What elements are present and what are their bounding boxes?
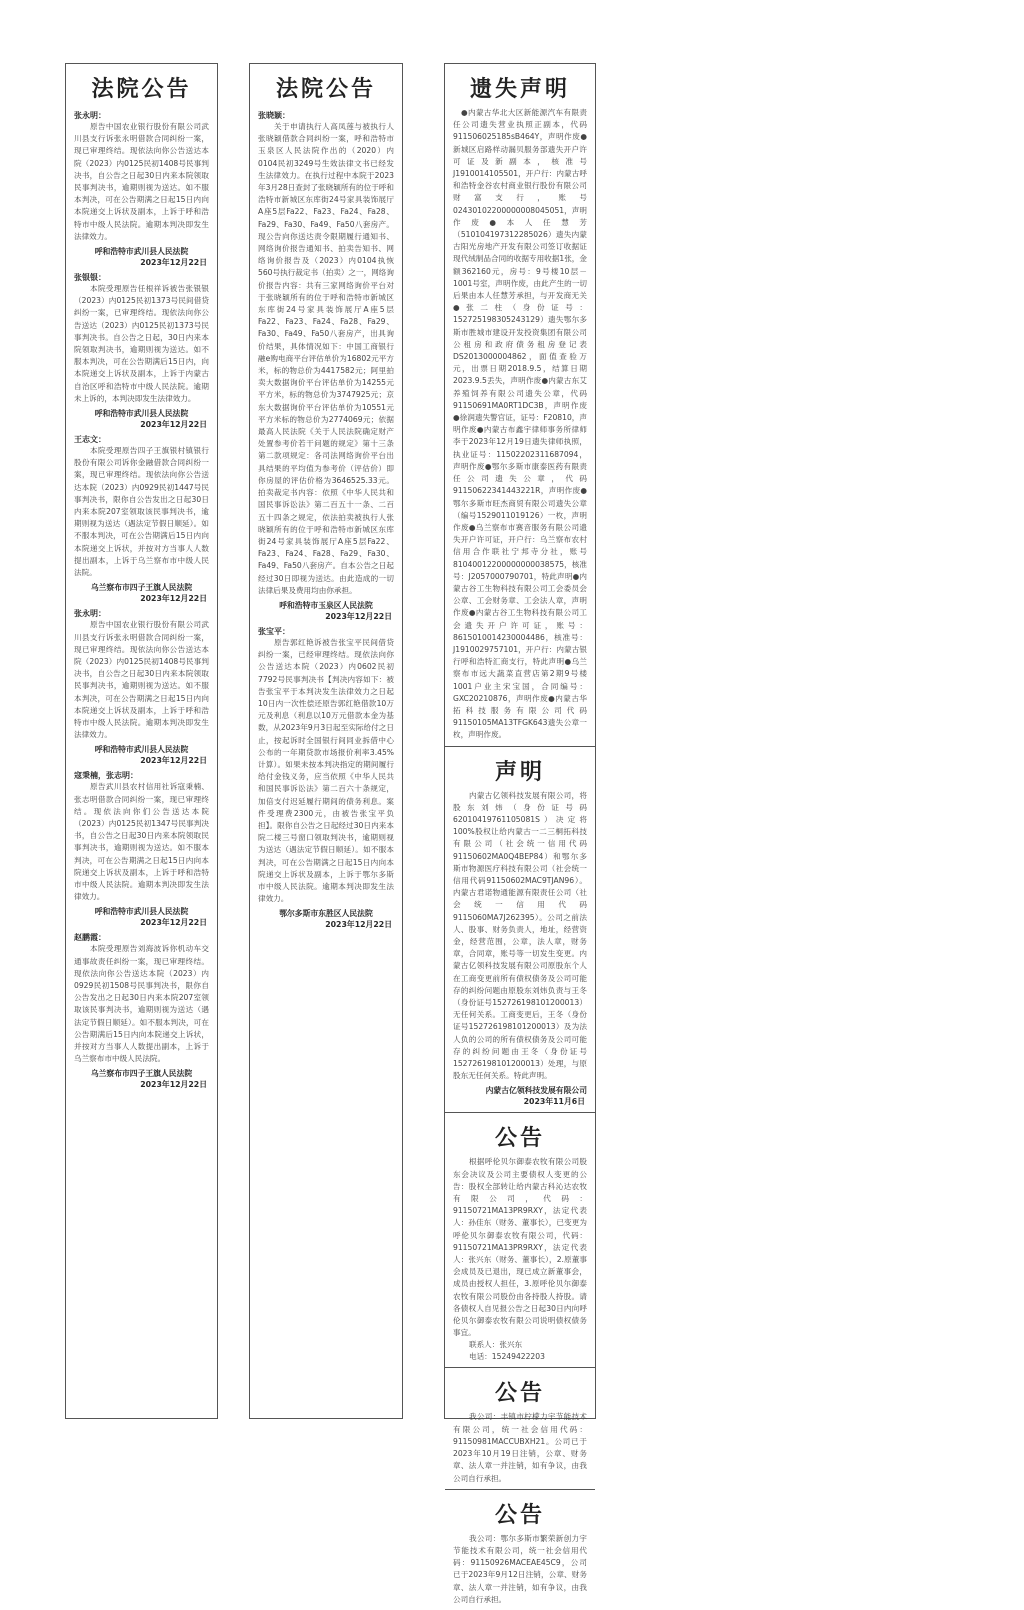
notice-body: 本院受理原告刘海波诉你机动车交通事故责任纠纷一案，现已审理终结。现依法向你公告送达本院（2023）内0929民初1508号民事判决书，限你自公告发出之日起30日内来本院207室领取该民事判决书，逾期则视为送达（遇法定节假日顺延）。如不服本判决，可在公告期满后15日内向本院递交上诉状，并按对方当事人人数提出副本，上诉于乌兰察布市中级人民法院。	[74, 944, 209, 1064]
notice-title: 公告	[494, 1501, 545, 1528]
statement-body: 内蒙古亿领科技发展有限公司，将股东刘炜（身份证号码62010419761105081S）决定将100%股权让给内蒙古一二三桐拓科技有限公司（社会统一信用代码91150602MA0Q4BEP84）和鄂尔多斯市物源医疗科技有限公司（社会统一信用代码91150602MAC9TJAN96）。内蒙古君诺物通能源有限责任公司（社会统一信用代码9115060MA7J262395）。公司之前法人、股事、财务负责人，地址，经营资金，经营范围，公章，法人章，财务章，合同章，账号等一切发生变更。内蒙古亿领科技发展有限公司原股东个人在工商变更前所有债权债务及公司可能存的纠纷问题由原股东刘炜负责与王冬（身份证号152726198101200013）无任何关系。工商变更后，王冬（身份证号152726198101200013）及为法人负的公司的所有债权债务及公司可能存的纠纷问题由王冬（身份证号152726198101200013）处理，与原股东无任何关系。特此声明。	[453, 790, 587, 1081]
court-notice-item	[74, 272, 209, 431]
col1-section	[66, 64, 217, 1095]
notice-body: 本院受理原告任根祥诉被告张银银（2023）内0125民初1373号民间借贷纠纷一案，已审理终结。现依法向你公告送达（2023）内0125民初1373号民事判决书。自公告之日起，30日内来本院领取判决书，逾期则视为送达。如不服本判决，可在公告期满后15日内，向本院递交上诉状及副本，上诉于内蒙古自治区呼和浩特市中级人民法院。逾期未上诉的，本判决即发生法律效力。	[74, 284, 209, 403]
statement-section	[445, 747, 595, 1114]
notice-title: 公告	[494, 1125, 545, 1152]
court-signature: 呼和浩特市武川县人民法院	[94, 745, 189, 755]
column-title: 法院公告	[91, 76, 192, 102]
notice-section-3	[445, 1490, 595, 1610]
court-notice-item	[74, 932, 209, 1091]
addressee-name: 张银银：	[74, 273, 106, 283]
court-notice-column-1	[65, 63, 218, 1419]
court-signature: 呼和浩特市武川县人民法院	[94, 409, 189, 419]
notice-section-1	[445, 1113, 595, 1368]
contact-phone: 电话：15249422203	[469, 1352, 545, 1362]
notice-body: 原告中国农业银行股份有限公司武川县支行诉张永明借款合同纠纷一案，现已审理终结。现依法向你公告送达本院（2023）内0125民初1408号民事判决书，自公告之日起30日内来本院领取民事判决书，逾期则视为送达。如不服本判决，可在公告期满之日起15日内向本院递交上诉状及副本，上诉于呼和浩特市中级人民法院。逾期本判决即发生法律效力。	[74, 620, 209, 740]
addressee-name: 张永明：	[74, 609, 106, 619]
notice-list	[74, 110, 209, 1091]
addressee-name: 张晓颖：	[258, 111, 290, 120]
notice-body: 我公司：鄂尔多斯市繁荣新创力宇节能技术有限公司，统一社会信用代码：91150926MACEAE45C9，公司已于2023年9月12日注销，公章、财务章、法人章一并注销，如有争议，由我公司自行承担。	[453, 1533, 587, 1604]
notice-body: 原告郭红艳诉被告张宝平民间借贷纠纷一案，已经审理终结。现依法向你公告送达本院（2023）内0602民初7792号民事判决书【判决内容如下：被告张宝平于本判决发生法律效力之日起10日内一次性偿还原告郭红艳借款10万元及利息（利息以10万元借款本金为基数，从2023年9月3日起至实际给付之日止，按起诉时全国银行间同业拆借中心公布的一年期贷款市场报价利率3.45%计算）。如果未按本判决指定的期间履行给付金钱义务，应当依照《中华人民共和国民事诉讼法》第二百六十条规定，加倍支付迟延履行期间的债务利息。案件受理费2300元，由被告张宝平负担】。限你自公告之日起经过30日内来本院二楼三号窗口领取判决书，逾期则视为送达（遇法定节假日顺延）。如不服本判决，可在公告期满之日起15日内向本院递交上诉状及副本，上诉于鄂尔多斯市中级人民法院。逾期本判决即发生法律效力。	[258, 637, 394, 904]
court-notice-item	[74, 770, 209, 929]
court-signature: 呼和浩特市武川县人民法院	[94, 907, 189, 917]
col2-section	[250, 64, 402, 935]
court-signature: 呼和浩特市武川县人民法院	[94, 247, 189, 257]
court-signature: 乌兰察布市四子王旗人民法院	[90, 1069, 193, 1079]
statement-title: 声明	[494, 758, 545, 785]
addressee-name: 王志文：	[74, 435, 106, 445]
column-title: 法院公告	[275, 76, 376, 102]
statement-signature: 内蒙古亿领科技发展有限公司	[485, 1086, 587, 1096]
notice-date: 2023年12月22日	[325, 920, 392, 930]
notice-date: 2023年12月22日	[140, 918, 207, 928]
lost-statement-section	[445, 64, 595, 747]
statement-date: 2023年11月6日	[523, 1097, 585, 1107]
court-notice-item	[74, 608, 209, 767]
lost-statement-title: 遗失声明	[469, 76, 570, 102]
court-notice-item	[258, 626, 394, 931]
court-signature: 乌兰察布市四子王旗人民法院	[90, 583, 193, 593]
notice-column-3	[444, 63, 596, 1604]
notice-body: 我公司：丰镇市柠檬力宇节能技术有限公司，统一社会信用代码：91150981MACCUBXH21。公司已于2023年10月19日注销，公章、财务章、法人章一并注销，如有争议，由我公司自行承担。	[453, 1412, 587, 1483]
notice-date: 2023年12月22日	[140, 420, 207, 430]
lost-statement-body: ●内蒙古华北大区新能源汽车有限责任公司遗失营业执照正副本，代码911506025185sB464Y，声明作废●新城区启路样动漏贝服务部遗失开户许可证及新副本，核准号J1910014105501，开户行：内蒙古呼和浩特金谷农村商业银行股份有限公司财富支行，账号02430102200000008045051，声明作废●本人任慧芳（510104197312285026）遗失内蒙古阳光房地产开发有限公司签订收据证现代绒制品合同的收据专用收据1张，金额362160元，房号：9号楼10层－1001号室，声明作废，由此产生的一切后果由本人任慧芳承担，与开发商无关●张二柱（身份证号：152725198305243129）遗失鄂尔多斯市胜城市建设开发投资集团有限公司公租房和政府债务租房登记表DS2013000004862，面值查验万元，出票日期2018.9.5，结算日期2023.9.5丢失，声明作废●内蒙古东艾养殖饲养有限公司遗失公章，代码91150691MA0RT1DC3B，声明作废●徐润遗失警官证，证号：F20810，声明作废●内蒙古布鑫宇律师事务所律师李于2023年12月19日遗失律师执照，执业证号：11502202311687094，声明作废●鄂尔多斯市康泰医药有限责任公司遗失公章，代码91150622341443221R，声明作废●鄂尔多斯市旺杰商贸有限公司遗失公章（编号1529011019126）一枚，声明作废●乌兰察布市赛音服务有限公司遗失开户许可证，开户行：乌兰察布农村信用合作联社宁邦寺分社，账号81040012200000000038575，核准号：J2057000790701，特此声明●内蒙古谷工生物科技有限公司工会委员会公章、工会财务章、工会法人章，声明作废●内蒙古谷工生物科技有限公司工会遗失开户许可证，账号：8615010014230004486，核准号：J1910029757101，开户行：内蒙古银行呼和浩特汇商支行，特此声明●乌兰察布市远大蔬菜直营店第2期9号楼1001户业主宋宝国，合同编号：GXC20210876，声明作废●内蒙古华拓科技服务有限公司代码91150105MA13TFGK643遗失公章一枚，声明作废。	[453, 108, 587, 740]
court-signature: 鄂尔多斯市东胜区人民法院	[279, 909, 373, 919]
court-notice-item	[74, 110, 209, 269]
addressee-name: 寇秉楠，张志明：	[74, 771, 138, 781]
addressee-name: 张宝平：	[258, 626, 290, 636]
notice-section-2	[445, 1368, 595, 1489]
notice-body: 原告中国农业银行股份有限公司武川县支行诉张永明借款合同纠纷一案，现已审理终结。现依法向你公告送达本院（2023）内0125民初1408号民事判决书，自公告之日起30日内来本院领取民事判决书，逾期则视为送达。如不服本判决，可在公告期满之日起15日内向本院递交上诉状及副本，上诉于呼和浩特市中级人民法院。逾期本判决即发生法律效力。	[74, 122, 209, 241]
notice-date: 2023年12月22日	[140, 756, 207, 766]
court-signature: 呼和浩特市玉泉区人民法院	[279, 600, 373, 610]
court-notice-item	[258, 110, 394, 623]
notice-body: 根据呼伦贝尔御泰农牧有限公司股东会决议及公司主要债权人变更的公告：股权全部转让给内蒙古科沁达农牧有限公司，代码：91150721MA13PR9RXY，法定代表人：孙佳东（财务、董事长），已变更为呼伦贝尔御泰农牧有限公司，代码：91150721MA13PR9RXY，法定代表人：张兴东（财务、董事长），2.原董事会成员及已退出，现已成立新董事会，成员由授权人担任，3.原呼伦贝尔御泰农牧有限公司股份由各持股人持股。请各债权人自见报公告之日起30日内向呼伦贝尔御泰农牧有限公司说明债权债务事宜。	[453, 1157, 587, 1338]
notice-body: 原告武川县农村信用社诉寇秉楠、张志明借款合同纠纷一案，现已审理终结。现依法向你们公告送达本院（2023）内0125民初1347号民事判决书，自公告之日起30日内来本院领取民事判决书，逾期则视为送达。如不服本判决，可在公告期满之日起15日内向本院递交上诉状及副本，上诉于呼和浩特市中级人民法院。逾期本判决即发生法律效力。	[74, 782, 209, 902]
contact-person: 联系人：张兴东	[469, 1340, 523, 1350]
notice-body: 关于申请执行人高凤莲与被执行人张晓颖借款合同纠纷一案，呼和浩特市玉泉区人民法院作出的（2020）内0104民初3249号生效法律文书已经发生法律效力。在执行过程中本院于2023年3月28日查封了张晓颖所有的位于呼和浩特市新城区东库街24号家具装饰展厅A座5层Fa22、Fa23、Fa24、Fa28、Fa29、Fa30、Fa49、Fa50八套房产。现公告向你送达责令限期履行通知书、网络询价报告通知书、拍卖告知书、网络询价报告及（2023）内0104执恢560号执行裁定书（拍卖）之一，网络询价报告内容：共有三家网络询价平台对于张晓颖所有的位于呼和浩特市新城区东库街24号家具装饰展厅A座5层Fa22、Fa23、Fa24、Fa28、Fa29、Fa30、Fa49、Fa50八套房产，出具询价结果，具体情况如下：中国工商银行融e购电商平台评估单价为16802元平方米，标的物总价为4417582元；阿里拍卖大数据询价平台评估单价为14255元平方米，标的物总价为3747925元；京东大数据询价平台评估单价为10551元平方米标的物总价为2774069元；依据最高人民法院《关于人民法院确定财产处置参考价若干问题的规定》第十三条第二款项规定：各司法网络询价平台出具结果的平均值为参考价（评估价）即你房屋的评估价格为3646525.33元。拍卖裁定书内容：依照《中华人民共和国民事诉讼法》第二百五十一条、二百五十四条之规定，依法拍卖被执行人张晓颖所有的位于呼和浩特市新城区东库街24号家具装饰展厅A座5层Fa22、Fa23、Fa24、Fa28、Fa29、Fa30、Fa49、Fa50八套房产。自本公告之日起经过30日即视为送达。由此造成的一切法律后果及费用均由你承担。	[258, 122, 394, 595]
notice-list	[258, 110, 394, 931]
notice-body: 本院受理原告四子王旗银村镇银行股份有限公司诉你金融借款合同纠纷一案，现已审理终结。现依法向你公告送达本院（2023）内0929民初1447号民事判决书，限你自公告发出之日起30日内来本院207室领取该民事判决书，逾期则视为送达（遇法定节假日顺延）。如不服本判决，可在公告期满后15日内向本院递交上诉状，并按对方当事人人数提出副本，上诉于乌兰察布市中级人民法院。	[74, 446, 209, 578]
court-notice-item	[74, 434, 209, 605]
notice-date: 2023年12月22日	[140, 1080, 207, 1090]
addressee-name: 张永明：	[74, 111, 106, 120]
notice-date: 2023年12月22日	[140, 594, 207, 604]
notice-title: 公告	[494, 1380, 545, 1407]
notice-date: 2023年12月22日	[140, 258, 207, 268]
notice-date: 2023年12月22日	[325, 611, 392, 621]
addressee-name: 赵鹏霞：	[74, 933, 106, 943]
court-notice-column-2	[249, 63, 403, 1419]
